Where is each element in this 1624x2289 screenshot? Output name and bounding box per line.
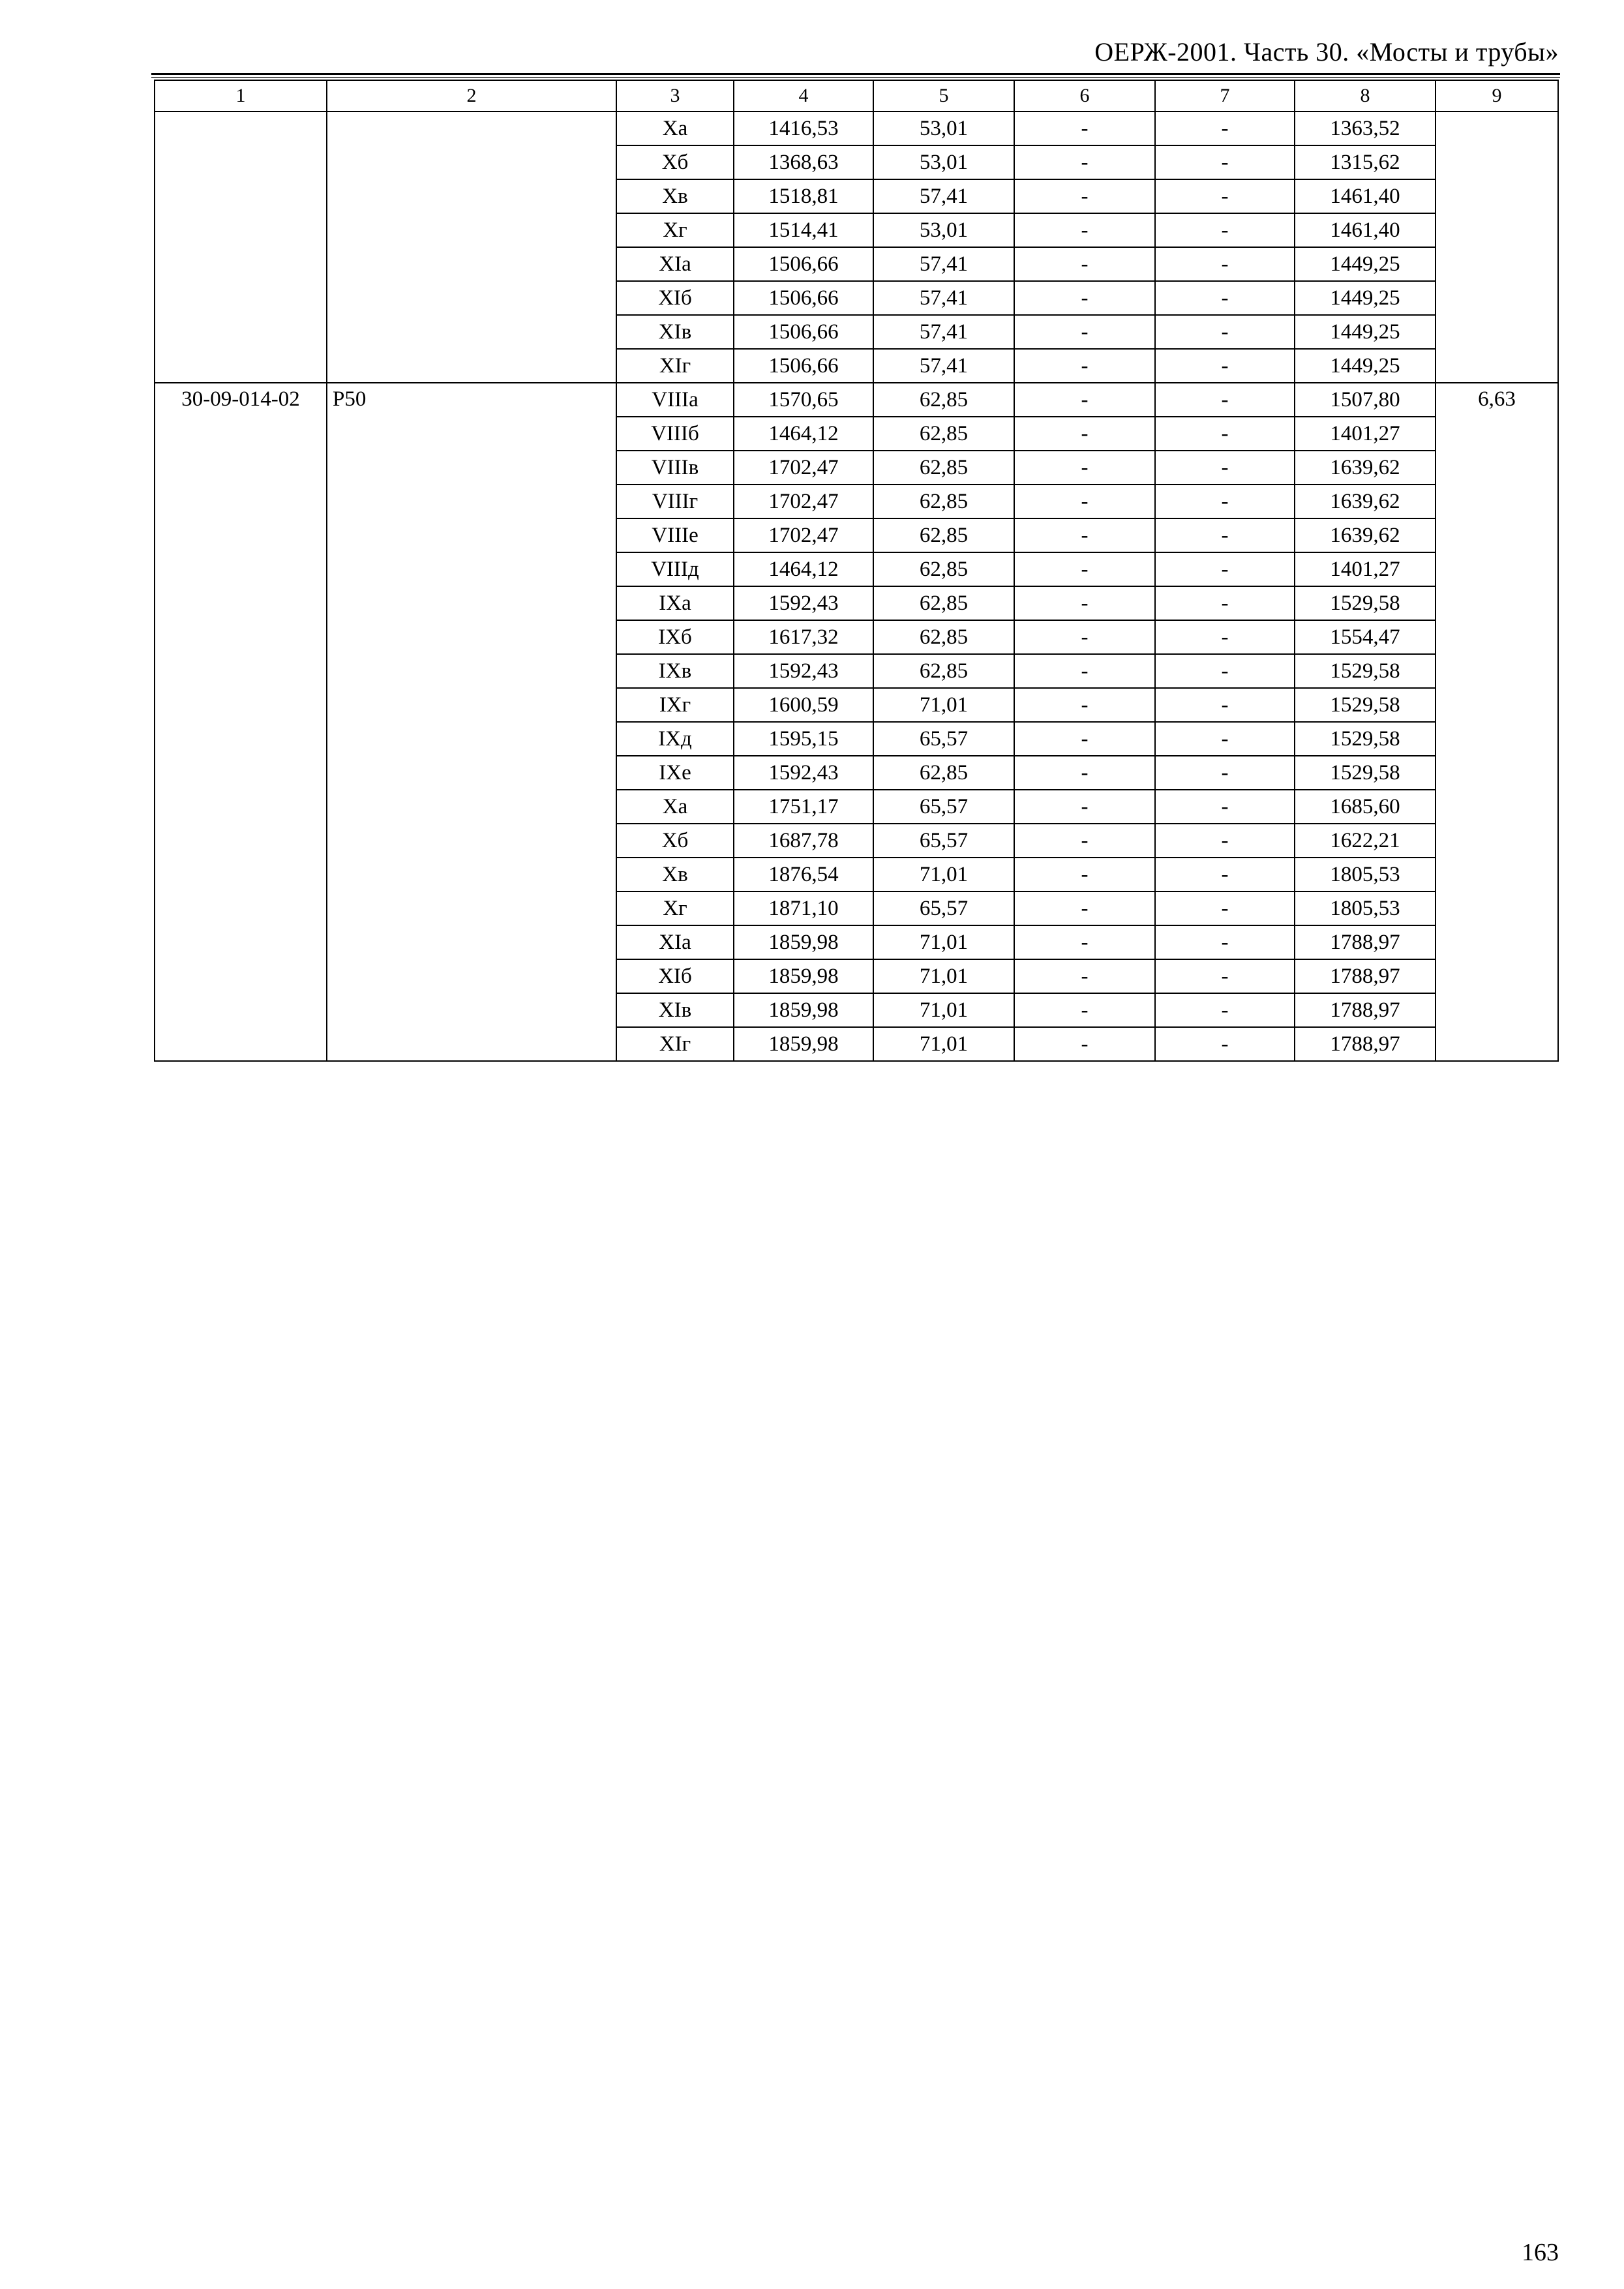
table-cell: - [1155, 145, 1295, 179]
table-cell: XIб [616, 281, 734, 315]
table-cell: 62,85 [873, 756, 1014, 790]
table-cell: - [1014, 722, 1155, 756]
column-number-row [155, 80, 1558, 112]
rate-name-cell [327, 112, 616, 383]
column-number: 5 [873, 80, 1014, 112]
table-cell: - [1155, 349, 1295, 383]
table-cell: 1368,63 [734, 145, 873, 179]
table-cell: - [1155, 586, 1295, 620]
table-cell: - [1014, 451, 1155, 485]
table-cell: 1529,58 [1295, 722, 1436, 756]
table-cell: - [1155, 790, 1295, 824]
table-cell: - [1155, 891, 1295, 925]
table-cell: 1595,15 [734, 722, 873, 756]
table-cell: - [1014, 891, 1155, 925]
table-cell: - [1155, 179, 1295, 213]
table-cell: 1859,98 [734, 1027, 873, 1061]
table-cell: 62,85 [873, 620, 1014, 654]
table-cell: - [1155, 993, 1295, 1027]
table-cell: 65,57 [873, 824, 1014, 858]
table-cell: 71,01 [873, 993, 1014, 1027]
table-cell: 71,01 [873, 688, 1014, 722]
table-cell: - [1155, 485, 1295, 518]
table-cell: 53,01 [873, 213, 1014, 247]
table-cell: Xб [616, 145, 734, 179]
header-rule-thin [151, 77, 1560, 78]
table-cell: 1449,25 [1295, 281, 1436, 315]
table-cell: 1788,97 [1295, 925, 1436, 959]
table-cell: 1639,62 [1295, 451, 1436, 485]
rate-price-cell: 6,63 [1436, 383, 1558, 1061]
table-cell: 1702,47 [734, 518, 873, 552]
table-cell: - [1155, 654, 1295, 688]
table-cell: 57,41 [873, 349, 1014, 383]
table-cell: 1529,58 [1295, 586, 1436, 620]
column-number: 1 [155, 80, 327, 112]
table-cell: 1449,25 [1295, 349, 1436, 383]
table-cell: - [1014, 586, 1155, 620]
table-cell: - [1014, 179, 1155, 213]
table-cell: 1617,32 [734, 620, 873, 654]
table-cell: 1529,58 [1295, 756, 1436, 790]
table-cell: IXв [616, 654, 734, 688]
table-cell: - [1014, 756, 1155, 790]
table-cell: 1449,25 [1295, 315, 1436, 349]
table-cell: - [1014, 654, 1155, 688]
table-cell: XIв [616, 315, 734, 349]
table-cell: 1464,12 [734, 552, 873, 586]
table-row [155, 112, 1558, 145]
column-number: 2 [327, 80, 616, 112]
table-cell: 1506,66 [734, 349, 873, 383]
page-number: 163 [1522, 2239, 1559, 2266]
table-cell: - [1014, 688, 1155, 722]
table-cell: 1687,78 [734, 824, 873, 858]
table-cell: XIб [616, 959, 734, 993]
table-cell: VIIIa [616, 383, 734, 417]
table-cell: - [1014, 925, 1155, 959]
table-cell: 71,01 [873, 925, 1014, 959]
table-cell: - [1155, 722, 1295, 756]
table-cell: VIIIe [616, 518, 734, 552]
table-cell: 1529,58 [1295, 688, 1436, 722]
table-cell: 53,01 [873, 145, 1014, 179]
table-cell: 1702,47 [734, 485, 873, 518]
header-rule-thick [151, 73, 1560, 75]
table-cell: 1461,40 [1295, 179, 1436, 213]
table-cell: 1401,27 [1295, 417, 1436, 451]
table-cell: - [1155, 552, 1295, 586]
rate-code-cell: 30-09-014-02 [155, 383, 327, 1061]
table-cell: 71,01 [873, 1027, 1014, 1061]
table-cell: 57,41 [873, 179, 1014, 213]
table-cell: 1507,80 [1295, 383, 1436, 417]
table-cell: Xб [616, 824, 734, 858]
table-cell: 62,85 [873, 586, 1014, 620]
table-cell: 1506,66 [734, 247, 873, 281]
table-cell: 1592,43 [734, 586, 873, 620]
table-cell: - [1155, 824, 1295, 858]
table-cell: 1529,58 [1295, 654, 1436, 688]
table-cell: VIIIб [616, 417, 734, 451]
column-number: 4 [734, 80, 873, 112]
table-cell: XIa [616, 247, 734, 281]
table-cell: VIIIв [616, 451, 734, 485]
table-cell: 1592,43 [734, 654, 873, 688]
rate-price-cell [1436, 112, 1558, 383]
table-cell: - [1014, 112, 1155, 145]
table-cell: - [1155, 213, 1295, 247]
table-cell: - [1155, 315, 1295, 349]
table-cell: Xa [616, 112, 734, 145]
table-cell: 65,57 [873, 790, 1014, 824]
table-cell: - [1014, 993, 1155, 1027]
table-cell: 1363,52 [1295, 112, 1436, 145]
table-cell: 1859,98 [734, 993, 873, 1027]
table-cell: 1315,62 [1295, 145, 1436, 179]
table-cell: - [1155, 620, 1295, 654]
table-cell: 1859,98 [734, 925, 873, 959]
table-cell: - [1014, 620, 1155, 654]
table-cell: XIa [616, 925, 734, 959]
table-cell: - [1014, 281, 1155, 315]
table-cell: 57,41 [873, 281, 1014, 315]
table-cell: - [1155, 925, 1295, 959]
table-cell: Xв [616, 179, 734, 213]
table-cell: 65,57 [873, 891, 1014, 925]
table-cell: 62,85 [873, 552, 1014, 586]
table-cell: - [1014, 349, 1155, 383]
table-cell: 57,41 [873, 247, 1014, 281]
table-cell: - [1155, 383, 1295, 417]
table-body [155, 80, 1558, 1061]
column-number: 8 [1295, 80, 1436, 112]
table-cell: IXe [616, 756, 734, 790]
table-cell: 1805,53 [1295, 891, 1436, 925]
table-cell: 1788,97 [1295, 959, 1436, 993]
table-cell: 62,85 [873, 383, 1014, 417]
table-cell: - [1014, 858, 1155, 891]
column-number: 3 [616, 80, 734, 112]
table-cell: - [1155, 247, 1295, 281]
table-cell: 1639,62 [1295, 518, 1436, 552]
table-cell: 1506,66 [734, 281, 873, 315]
table-cell: Xв [616, 858, 734, 891]
table-cell: 1685,60 [1295, 790, 1436, 824]
table-cell: 1449,25 [1295, 247, 1436, 281]
table-cell: 1514,41 [734, 213, 873, 247]
table-cell: 1592,43 [734, 756, 873, 790]
table-cell: IXa [616, 586, 734, 620]
table-cell: 1702,47 [734, 451, 873, 485]
table-cell: - [1155, 417, 1295, 451]
table-cell: XIв [616, 993, 734, 1027]
table-cell: - [1014, 213, 1155, 247]
page-header-title: ОЕРЖ-2001. Часть 30. «Мосты и трубы» [1094, 37, 1559, 67]
table-cell: 71,01 [873, 959, 1014, 993]
table-cell: 1751,17 [734, 790, 873, 824]
table-cell: VIIIг [616, 485, 734, 518]
table-row [155, 383, 1558, 417]
table-cell: 62,85 [873, 654, 1014, 688]
table-cell: - [1014, 383, 1155, 417]
table-cell: - [1014, 959, 1155, 993]
table-cell: - [1014, 518, 1155, 552]
table-cell: 71,01 [873, 858, 1014, 891]
table-cell: - [1155, 518, 1295, 552]
table-cell: - [1155, 688, 1295, 722]
table-cell: 1401,27 [1295, 552, 1436, 586]
table-cell: - [1155, 451, 1295, 485]
table-cell: 1788,97 [1295, 1027, 1436, 1061]
table-cell: Xa [616, 790, 734, 824]
table-cell: - [1014, 1027, 1155, 1061]
table-cell: - [1014, 485, 1155, 518]
table-cell: XIг [616, 349, 734, 383]
table-cell: - [1155, 959, 1295, 993]
rate-name-cell: P50 [327, 383, 616, 1061]
table-cell: - [1155, 281, 1295, 315]
table-cell: 62,85 [873, 451, 1014, 485]
table-cell: 1461,40 [1295, 213, 1436, 247]
column-number: 6 [1014, 80, 1155, 112]
table-cell: - [1014, 315, 1155, 349]
table-cell: - [1155, 112, 1295, 145]
price-table [154, 80, 1559, 1062]
table-cell: 1416,53 [734, 112, 873, 145]
table-cell: 1518,81 [734, 179, 873, 213]
table-cell: XIг [616, 1027, 734, 1061]
table-cell: 57,41 [873, 315, 1014, 349]
table-cell: - [1014, 417, 1155, 451]
table-cell: 1805,53 [1295, 858, 1436, 891]
table-cell: 1554,47 [1295, 620, 1436, 654]
table-cell: - [1155, 1027, 1295, 1061]
table-cell: 1876,54 [734, 858, 873, 891]
rate-code-cell [155, 112, 327, 383]
table-cell: IXб [616, 620, 734, 654]
column-number: 9 [1436, 80, 1558, 112]
table-cell: 1871,10 [734, 891, 873, 925]
column-number: 7 [1155, 80, 1295, 112]
table-cell: 62,85 [873, 518, 1014, 552]
table-cell: - [1014, 247, 1155, 281]
table-cell: 53,01 [873, 112, 1014, 145]
table-cell: 1788,97 [1295, 993, 1436, 1027]
table-cell: - [1014, 145, 1155, 179]
table-cell: - [1014, 824, 1155, 858]
table-cell: - [1014, 790, 1155, 824]
table-cell: 1506,66 [734, 315, 873, 349]
table-cell: 62,85 [873, 485, 1014, 518]
table-cell: IXг [616, 688, 734, 722]
table-cell: 1570,65 [734, 383, 873, 417]
table-cell: 1859,98 [734, 959, 873, 993]
table-cell: 1622,21 [1295, 824, 1436, 858]
table-cell: Xг [616, 891, 734, 925]
table-cell: Xг [616, 213, 734, 247]
table-cell: 1639,62 [1295, 485, 1436, 518]
table-cell: VIIIд [616, 552, 734, 586]
table-cell: 1600,59 [734, 688, 873, 722]
table-cell: - [1155, 756, 1295, 790]
table-cell: 65,57 [873, 722, 1014, 756]
table-cell: - [1014, 552, 1155, 586]
table-cell: - [1155, 858, 1295, 891]
table-cell: 1464,12 [734, 417, 873, 451]
table-cell: 62,85 [873, 417, 1014, 451]
table-cell: IXд [616, 722, 734, 756]
